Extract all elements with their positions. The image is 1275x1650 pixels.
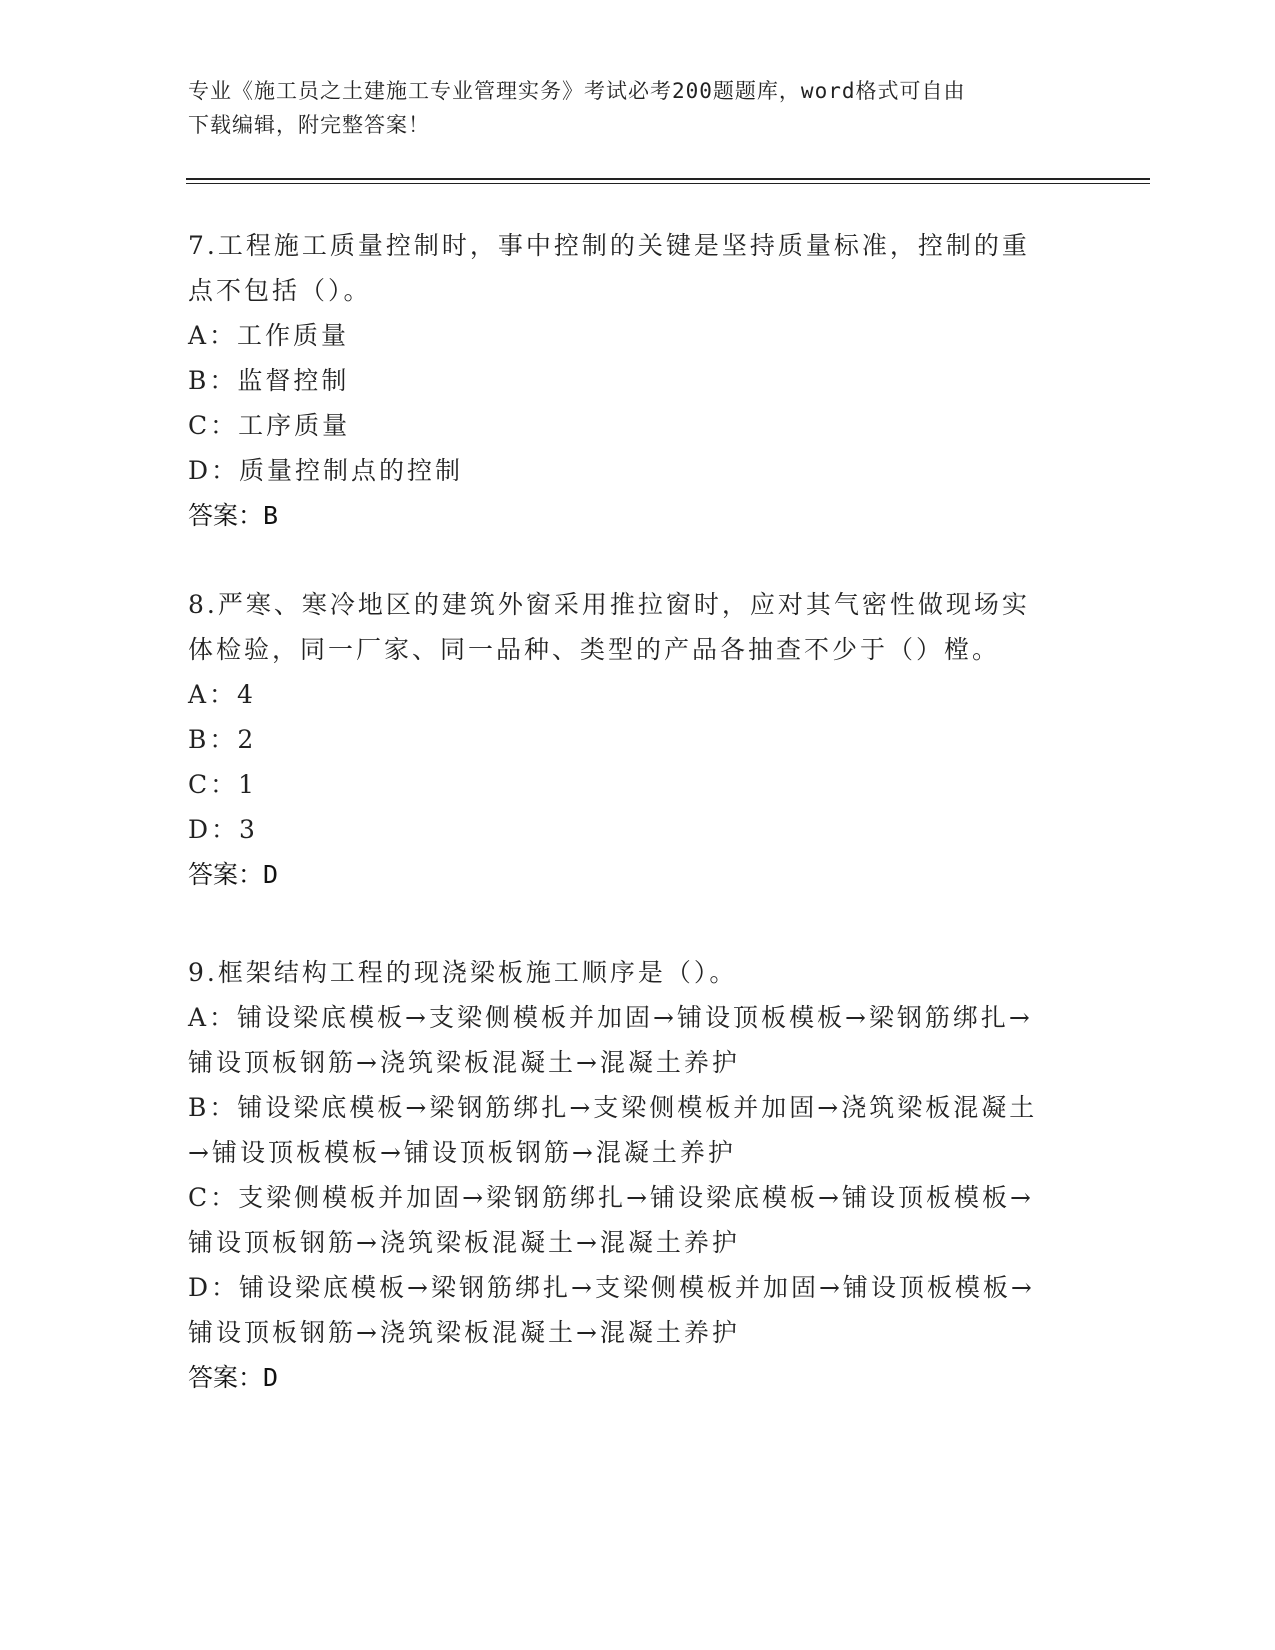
question-stem-line: 7.工程施工质量控制时，事中控制的关键是坚持质量标准，控制的重 [188,231,1030,260]
question-stem-line: 9.框架结构工程的现浇梁板施工顺序是（）。 [188,958,738,987]
option-d-line-2: 铺设顶板钢筋→浇筑梁板混凝土→混凝土养护 [188,1318,740,1347]
header-divider-thick [186,178,1150,180]
option-d: D：质量控制点的控制 [188,456,464,485]
document-header [188,74,1068,142]
answer-label: 答案： [188,501,264,530]
question-stem-line: 体检验，同一厂家、同一品种、类型的产品各抽查不少于（）樘。 [188,635,1001,664]
question-stem-line: 8.严寒、寒冷地区的建筑外窗采用推拉窗时，应对其气密性做现场实 [188,590,1030,619]
option-b: B：监督控制 [188,366,350,395]
answer [188,493,1088,538]
question-stem-line: 点不包括（）。 [188,276,372,305]
option-c: C：1 [188,770,258,799]
header-divider-thin [186,183,1150,184]
option-a-line-2: 铺设顶板钢筋→浇筑梁板混凝土→混凝土养护 [188,1048,740,1077]
answer-label: 答案： [188,860,264,889]
answer [188,852,1088,897]
option-c-line-1: C：支梁侧模板并加固→梁钢筋绑扎→铺设梁底模板→铺设顶板模板→ [188,1183,1034,1212]
question-7 [188,223,1088,538]
option-d: D：3 [188,815,258,844]
answer-value: D [263,860,279,889]
answer [188,1355,1088,1400]
answer-value: D [263,1363,279,1392]
option-c: C：工序质量 [188,411,351,440]
option-a: A：4 [188,680,256,709]
option-b-line-1: B：铺设梁底模板→梁钢筋绑扎→支梁侧模板并加固→浇筑梁板混凝土 [188,1093,1038,1122]
answer-value: B [263,501,279,530]
header-line-2: 下载编辑，附完整答案！ [188,113,430,137]
question-9 [188,950,1088,1400]
option-d-line-1: D：铺设梁底模板→梁钢筋绑扎→支梁侧模板并加固→铺设顶板模板→ [188,1273,1035,1302]
answer-label: 答案： [188,1363,264,1392]
option-b-line-2: →铺设顶板模板→铺设顶板钢筋→混凝土养护 [188,1138,736,1167]
option-b: B：2 [188,725,257,754]
header-line-1: 专业《施工员之土建施工专业管理实务》考试必考200题题库，word格式可自由 [188,79,966,103]
option-c-line-2: 铺设顶板钢筋→浇筑梁板混凝土→混凝土养护 [188,1228,740,1257]
question-8 [188,582,1088,897]
option-a: A：工作质量 [188,321,350,350]
option-a-line-1: A：铺设梁底模板→支梁侧模板并加固→铺设顶板模板→梁钢筋绑扎→ [188,1003,1033,1032]
